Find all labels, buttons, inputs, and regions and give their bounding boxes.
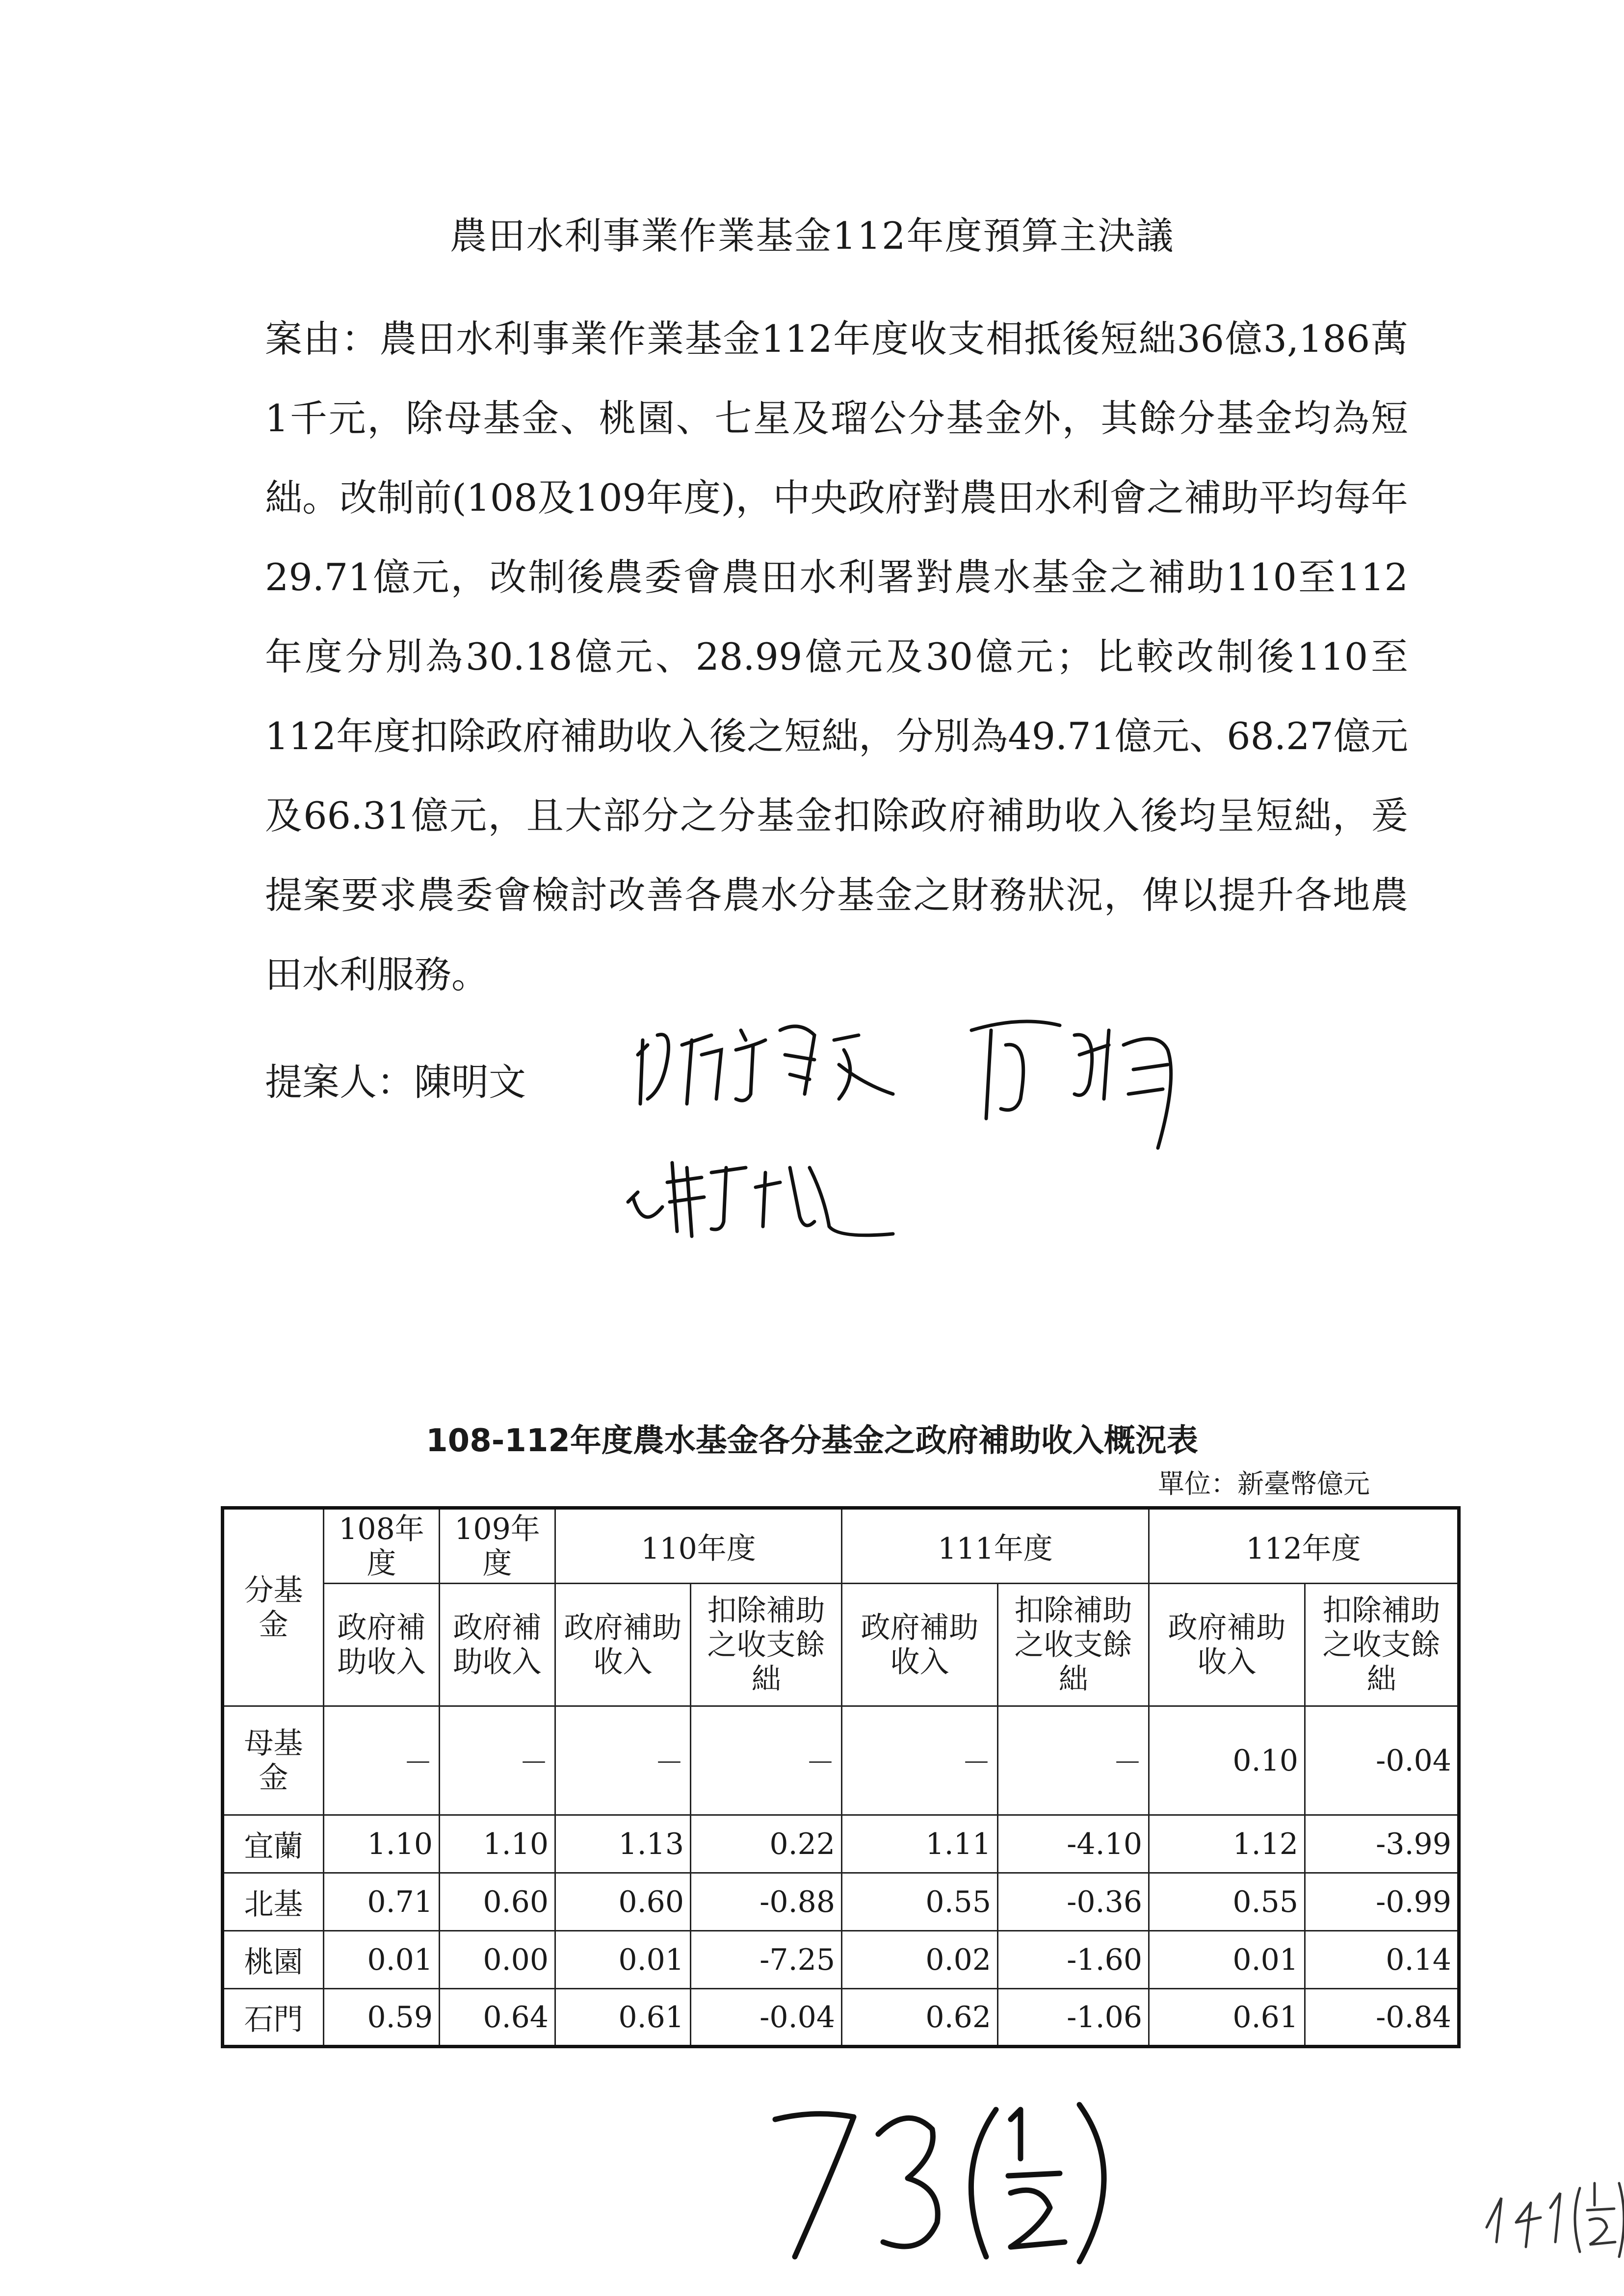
- resolution-body: 案由：農田水利事業作業基金112年度收支相抵後短絀36億3,186萬1千元，除母基金、桃園、七星及瑠公分基金外，其餘分基金均為短絀。改制前(108及109年度)，中央政府對農田水利會之補助平均每年29.71億元，改制後農委會農田水利署對農水基金之補助110至112年度分別為30.18億元、28.99億元及30億元；比較改制後110至112年度扣除政府補助收入後之短絀，分別為49.71億元、68.27億元及66.31億元，且大部分之分基金扣除政府補助收入後均呈短絀，爰提案要求農委會檢討改善各農水分基金之財務狀況，俾以提升各地農田水利服務。: [265, 317, 1408, 996]
- cell-value: 0.59: [324, 1989, 440, 2047]
- subheader-111-net: 扣除補助之收支餘絀: [998, 1584, 1149, 1706]
- year-header-109: 109年度: [440, 1508, 555, 1584]
- signature-3: [618, 1133, 913, 1241]
- table-unit: 單位：新臺幣億元: [1158, 1468, 1370, 1499]
- year-header-112: 112年度: [1149, 1508, 1459, 1584]
- corner-header: 分基金: [223, 1508, 324, 1706]
- subheader-112-subsidy: 政府補助收入: [1149, 1584, 1305, 1706]
- cell-value: -1.06: [998, 1989, 1149, 2047]
- signature-1: [628, 1001, 903, 1119]
- proposer-line: 提案人：陳明文: [265, 1060, 526, 1104]
- subheader-111-subsidy: 政府補助收入: [842, 1584, 998, 1706]
- cell-value: 0.55: [842, 1873, 998, 1931]
- table-row: [223, 1989, 1459, 2047]
- document-title: 農田水利事業作業基金112年度預算主決議: [449, 214, 1175, 258]
- cell-value: -0.99: [1305, 1873, 1459, 1931]
- subheader-108-subsidy: 政府補助收入: [324, 1584, 440, 1706]
- cell-value: -0.04: [691, 1989, 842, 2047]
- cell-value: -0.84: [1305, 1989, 1459, 2047]
- cell-value: -4.10: [998, 1815, 1149, 1873]
- cell-value: 1.12: [1149, 1815, 1305, 1873]
- subheader-110-net: 扣除補助之收支餘絀: [691, 1584, 842, 1706]
- cell-value: 0.22: [691, 1815, 842, 1873]
- table-row: [223, 1873, 1459, 1931]
- cell-value: -1.60: [998, 1931, 1149, 1989]
- cell-value: －: [324, 1706, 440, 1815]
- cell-value: -0.04: [1305, 1706, 1459, 1815]
- year-header-110: 110年度: [555, 1508, 842, 1584]
- cell-value: -3.99: [1305, 1815, 1459, 1873]
- cell-value: 1.10: [324, 1815, 440, 1873]
- cell-value: 0.61: [1149, 1989, 1305, 2047]
- cell-value: 1.13: [555, 1815, 691, 1873]
- cell-value: －: [440, 1706, 555, 1815]
- cell-value: 1.10: [440, 1815, 555, 1873]
- cell-value: 0.02: [842, 1931, 998, 1989]
- cell-value: -0.36: [998, 1873, 1149, 1931]
- row-fund: 母基金: [223, 1706, 324, 1815]
- cell-value: 0.01: [555, 1931, 691, 1989]
- table-row: [223, 1815, 1459, 1873]
- subheader-112-net: 扣除補助之收支餘絀: [1305, 1584, 1459, 1706]
- table-row: [223, 1931, 1459, 1989]
- cell-value: 0.10: [1149, 1706, 1305, 1815]
- cell-value: 0.62: [842, 1989, 998, 2047]
- signature-2: [962, 1001, 1207, 1158]
- cell-value: 0.55: [1149, 1873, 1305, 1931]
- cell-value: 0.01: [1149, 1931, 1305, 1989]
- cell-value: －: [998, 1706, 1149, 1815]
- handwritten-margin-note: [1482, 2164, 1624, 2262]
- cell-value: 0.01: [324, 1931, 440, 1989]
- row-fund: 北基: [223, 1873, 324, 1931]
- cell-value: 0.71: [324, 1873, 440, 1931]
- cell-value: －: [691, 1706, 842, 1815]
- subheader-110-subsidy: 政府補助收入: [555, 1584, 691, 1706]
- cell-value: 0.61: [555, 1989, 691, 2047]
- cell-value: 0.14: [1305, 1931, 1459, 1989]
- cell-value: 0.60: [555, 1873, 691, 1931]
- year-header-111: 111年度: [842, 1508, 1149, 1584]
- subsidy-table: [221, 1506, 1461, 2048]
- table-title: 108-112年度農水基金各分基金之政府補助收入概況表: [426, 1423, 1198, 1459]
- cell-value: 1.11: [842, 1815, 998, 1873]
- cell-value: -7.25: [691, 1931, 842, 1989]
- cell-value: 0.64: [440, 1989, 555, 2047]
- year-header-108: 108年度: [324, 1508, 440, 1584]
- row-fund: 宜蘭: [223, 1815, 324, 1873]
- row-fund: 桃園: [223, 1931, 324, 1989]
- cell-value: －: [555, 1706, 691, 1815]
- table-row: [223, 1706, 1459, 1815]
- row-fund: 石門: [223, 1989, 324, 2047]
- subheader-109-subsidy: 政府補助收入: [440, 1584, 555, 1706]
- cell-value: -0.88: [691, 1873, 842, 1931]
- cell-value: －: [842, 1706, 998, 1815]
- handwritten-page-number: [765, 2090, 1138, 2276]
- cell-value: 0.60: [440, 1873, 555, 1931]
- cell-value: 0.00: [440, 1931, 555, 1989]
